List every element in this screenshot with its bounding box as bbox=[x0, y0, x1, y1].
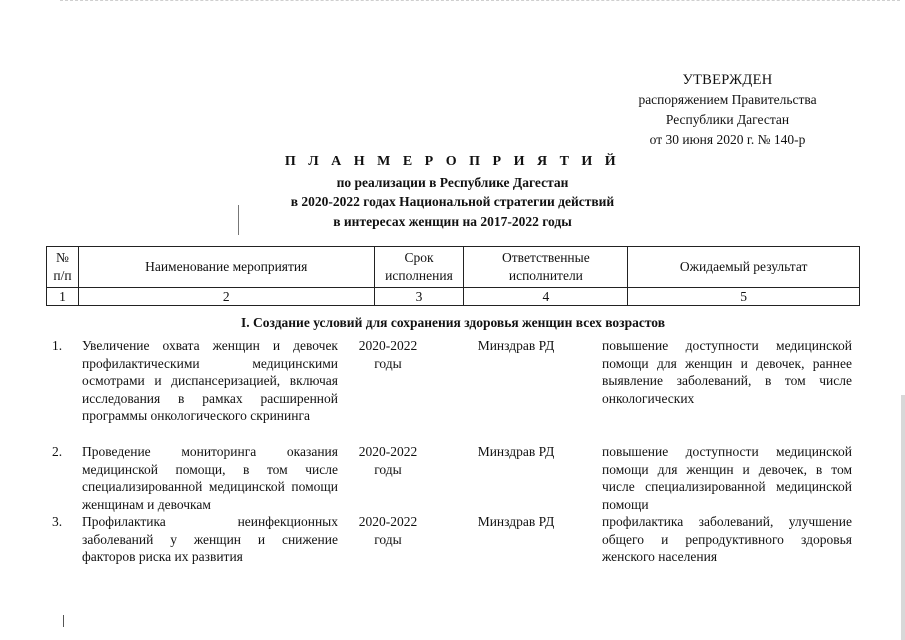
row-result: профилактика заболеваний, улучшение общего и репродуктивного здоровья женского населения bbox=[602, 514, 852, 564]
header-name: Наименование мероприятия bbox=[78, 247, 374, 288]
row-number: 2. bbox=[52, 444, 63, 459]
section-heading: I. Создание условий для сохранения здоровья женщин всех возрастов bbox=[241, 315, 665, 330]
row-result: повышение доступности медицинской помощи для женщин и девочек, в том числе специализированной медицинской помощи bbox=[602, 444, 852, 512]
row-activity: Увеличение охвата женщин и девочек профилактическими медицинскими осмотрами и диспансеризацией, включая исследования в рамках расширенной программы онкологического скрининга bbox=[82, 338, 338, 423]
title-line: по реализации в Республике Дагестан bbox=[336, 174, 569, 190]
row-responsible: Минздрав РД bbox=[477, 338, 555, 353]
row-term: 2020-2022 годы bbox=[358, 338, 418, 371]
row-number: 1. bbox=[52, 338, 63, 353]
title-line: в интересах женщин на 2017-2022 годы bbox=[333, 213, 572, 229]
row-responsible: Минздрав РД bbox=[477, 444, 555, 459]
approval-date: от 30 июня 2020 г. № 140-р bbox=[649, 132, 806, 147]
header-num: № п/п bbox=[47, 247, 79, 288]
row-term: 2020-2022 годы bbox=[358, 444, 418, 477]
approval-line: распоряжением Правительства bbox=[638, 92, 817, 107]
approval-heading: УТВЕРЖДЕН bbox=[682, 72, 773, 88]
scan-top-rule bbox=[60, 0, 900, 1]
row-responsible: Минздрав РД bbox=[477, 514, 555, 529]
column-number: 3 bbox=[374, 288, 464, 306]
header-result: Ожидаемый результат bbox=[628, 247, 860, 288]
scan-edge bbox=[901, 395, 905, 640]
title-line: в 2020-2022 годах Национальной стратегии действий bbox=[290, 194, 615, 209]
row-term: 2020-2022 годы bbox=[358, 514, 418, 547]
row-activity: Профилактика неинфекционных заболеваний у женщин и снижение факторов риска их развития bbox=[82, 514, 338, 564]
header-responsible: Ответственные исполнители bbox=[464, 247, 628, 288]
title-line: П Л А Н М Е Р О П Р И Я Т И Й bbox=[284, 154, 621, 169]
row-result: повышение доступности медицинской помощи для женщин и девочек, раннее выявление заболеваний, в том числе онкологических bbox=[602, 338, 852, 406]
column-number: 5 bbox=[628, 288, 860, 306]
approval-stamp bbox=[615, 70, 840, 150]
row-activity: Проведение мониторинга оказания медицинской помощи, в том числе специализированной медицинской помощи женщинам и девочкам bbox=[82, 444, 338, 512]
scan-mark bbox=[63, 615, 64, 627]
approval-line: Республики Дагестан bbox=[665, 112, 790, 127]
document-title bbox=[200, 152, 705, 231]
header-term: Срок исполнения bbox=[374, 247, 464, 288]
table-header bbox=[46, 246, 860, 306]
column-number: 4 bbox=[464, 288, 628, 306]
row-number: 3. bbox=[52, 514, 63, 529]
column-number: 2 bbox=[78, 288, 374, 306]
column-number: 1 bbox=[47, 288, 79, 306]
